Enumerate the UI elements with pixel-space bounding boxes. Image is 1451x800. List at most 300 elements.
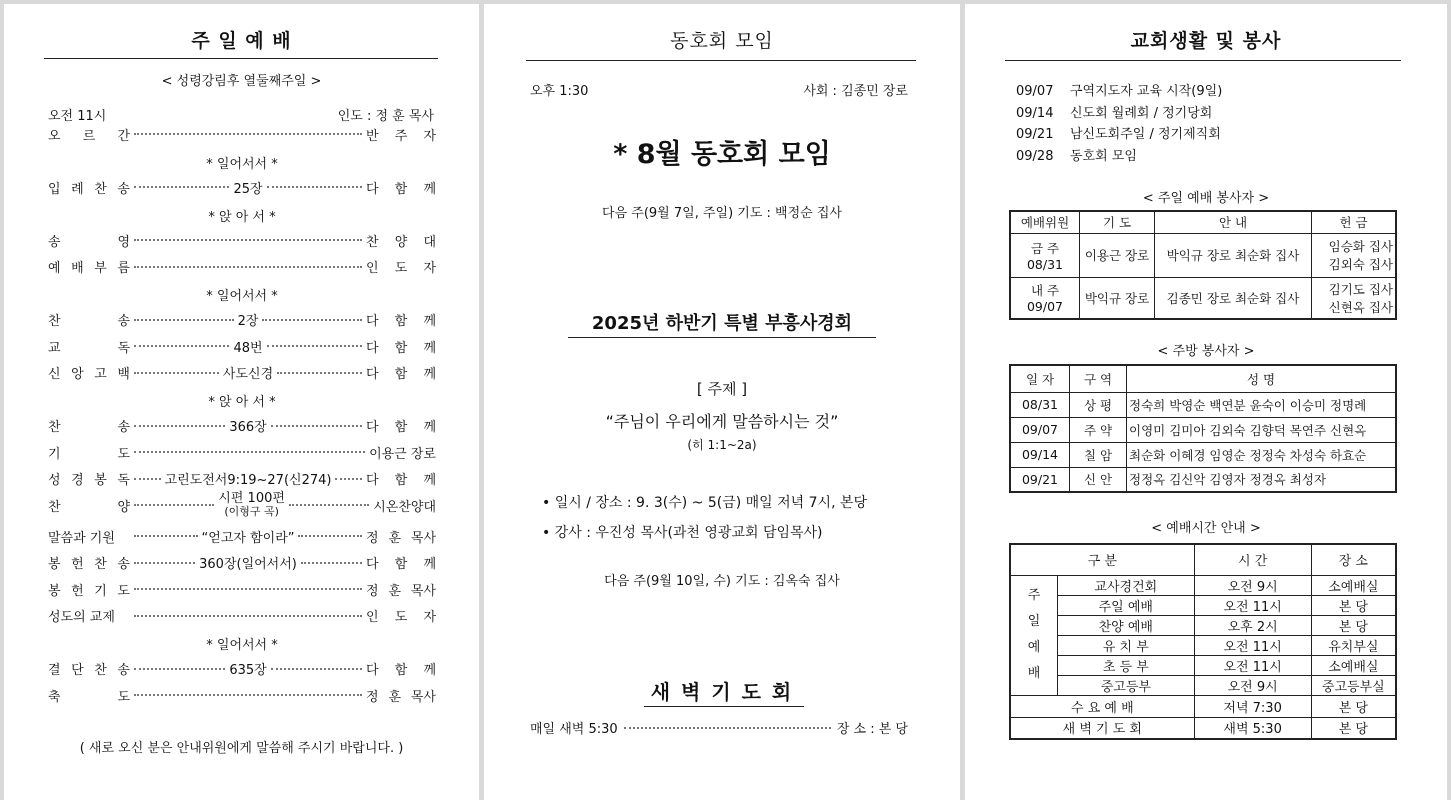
label-char: 축 [48, 689, 61, 705]
order-item-person [366, 686, 436, 705]
header-cell: 장 소 [1311, 544, 1396, 575]
service-leader: 인도 : 정 훈 목사 [337, 109, 434, 124]
person-part: 다 [366, 663, 379, 678]
group-char: 배 [1027, 666, 1041, 681]
person-part: 다 [366, 557, 379, 572]
label-char: 양 [117, 499, 130, 515]
section-instruction: * 앉 아 서 * [208, 209, 276, 225]
order-item-detail: 고린도전서9:19~27(신274) [164, 473, 332, 488]
leader-dots [301, 562, 362, 564]
cell: 08/31 [1010, 392, 1070, 417]
leader-dots [134, 668, 225, 670]
dawn-place: 장 소 : 본 당 [836, 722, 908, 737]
label-char: 찬 [48, 499, 61, 515]
cell: 소예배실 [1311, 655, 1396, 675]
order-item-label [48, 527, 130, 546]
table-header [1010, 211, 1396, 233]
event-date: 09/21 [1016, 127, 1054, 142]
label-char: 예 [48, 261, 61, 276]
label-char: 르 [82, 128, 96, 144]
order-item-person [366, 606, 436, 625]
leader-dots [134, 186, 229, 188]
order-item [48, 578, 436, 600]
person-part: 께 [423, 367, 437, 382]
cell: 주일 예배 [1058, 595, 1195, 615]
label-char: 입 [48, 181, 61, 197]
cell: 새 벽 기 도 회 [1010, 717, 1194, 739]
label-char: 도 [117, 583, 130, 599]
order-item-detail: 366장 [229, 420, 267, 435]
label-char: 송 [117, 181, 130, 197]
label-char: 찬 [94, 181, 107, 197]
order-item [48, 605, 436, 627]
label-char: 성 [48, 473, 61, 488]
panel-title: 교회생활 및 봉사 [1130, 30, 1282, 52]
leader-dots [267, 186, 362, 188]
person-part: 께 [423, 340, 437, 356]
order-item-label [48, 496, 130, 515]
order-item-person [366, 310, 436, 329]
cell: 새벽 5:30 [1194, 717, 1311, 739]
leader-dots [134, 319, 234, 321]
table-row [1010, 442, 1396, 467]
label-char: 송 [117, 420, 130, 435]
section-instruction: * 앉 아 서 * [208, 395, 276, 410]
order-item-label [48, 553, 130, 572]
label-char: 송 [117, 557, 130, 572]
person-part: 훈 [388, 583, 401, 599]
order-item-detail: 25장 [233, 181, 263, 197]
group-char: 일 [1027, 614, 1041, 629]
event-item [1016, 102, 1212, 121]
leader-dots [134, 425, 225, 427]
label-char: 배 [71, 261, 84, 276]
person-part: 께 [423, 181, 437, 197]
order-item-person [366, 659, 436, 678]
panel-title: 주 일 예 배 [191, 30, 292, 52]
label-char: 오 [48, 128, 61, 144]
person-part: 정 [366, 530, 379, 546]
order-item-detail: 2장 [237, 314, 259, 329]
title-rule [526, 60, 916, 61]
order-item [48, 229, 436, 251]
order-item-detail: “얻고자 함이라” [201, 530, 295, 546]
event-text: 신도회 월례회 / 정기당회 [1070, 105, 1213, 121]
order-item-detail: 360장(일어서서) [199, 557, 297, 572]
label-char: 례 [71, 181, 84, 197]
cell: 오전 9시 [1194, 575, 1311, 595]
table-row [1010, 233, 1396, 277]
order-item [48, 415, 436, 437]
label-char: 영 [117, 234, 130, 250]
service-time: 오전 11시 [48, 109, 107, 124]
label-char: 백 [117, 367, 130, 382]
cell: 09/21 [1010, 467, 1070, 492]
meeting-headline: * 8월 동호회 모임 [613, 139, 831, 170]
person-part: 함 [394, 420, 408, 435]
leader-dots [271, 425, 362, 427]
leader-dots [134, 372, 219, 374]
cell: 박익규 장로 [1080, 277, 1155, 319]
title-rule [44, 58, 438, 59]
order-item [48, 362, 436, 384]
label-char: 부 [94, 261, 107, 276]
cell: 오전 11시 [1194, 595, 1311, 615]
person-part: 양 [394, 234, 408, 250]
cell: 교사경건회 [1058, 575, 1195, 595]
order-item [48, 468, 436, 490]
person-part: 께 [423, 420, 436, 435]
label-char: 름 [117, 261, 130, 276]
header-cell: 예배위원 [1010, 211, 1080, 233]
leader-dots [267, 345, 362, 347]
order-item-person [366, 125, 436, 144]
order-item [48, 525, 436, 547]
order-item-detail: 48번 [233, 340, 263, 356]
dawn-prayer-row [530, 718, 908, 737]
person-part: 함 [394, 663, 408, 678]
cell: 칠 암 [1070, 442, 1127, 467]
cell: 소예배실 [1311, 575, 1396, 595]
event-text: 구역지도자 교육 시작(9일) [1070, 84, 1223, 99]
label-char: 단 [71, 663, 84, 678]
event-text: 동호회 모임 [1070, 148, 1137, 164]
order-item [48, 309, 436, 331]
order-item [48, 123, 436, 145]
revival-speaker: • 강사 : 우진성 목사(과천 영광교회 담임목사) [542, 525, 823, 541]
person-part: 자 [423, 261, 436, 276]
person-part: 자 [423, 610, 436, 625]
leader-dots [134, 266, 362, 268]
cell: 수 요 예 배 [1010, 695, 1194, 717]
table-row [1010, 635, 1396, 655]
service-times-table [1009, 543, 1397, 740]
order-item-person [366, 178, 436, 197]
servers-title: < 주일 예배 봉사자 > [1142, 191, 1270, 206]
cell: 최순화 이혜경 임영순 정정숙 차성숙 하효순 [1127, 442, 1397, 467]
order-item-label [48, 337, 130, 356]
cell: 오전 9시 [1194, 675, 1311, 695]
label-char: 찬 [48, 420, 61, 435]
cell: 본 당 [1311, 595, 1396, 615]
section-instruction: * 일어서서 * [206, 638, 278, 653]
order-item-person [366, 580, 436, 599]
table-row [1010, 417, 1396, 442]
header-cell: 안 내 [1155, 211, 1312, 233]
label-char: 교 [48, 340, 61, 356]
order-item-person [366, 257, 436, 276]
label-char: 고 [94, 367, 107, 382]
leader-dots [262, 319, 362, 321]
order-item-label [48, 580, 130, 599]
cell: 유치부실 [1311, 635, 1396, 655]
next-prayer: 다음 주(9월 7일, 주일) 기도 : 백정순 집사 [602, 206, 842, 221]
person-part: 함 [394, 473, 408, 488]
leader-dots [289, 504, 369, 506]
meeting-time: 오후 1:30 [530, 84, 589, 99]
detail-line: 시편 100편 [218, 491, 285, 506]
cell: 주 약 [1070, 417, 1127, 442]
label-char: 찬 [94, 557, 107, 572]
order-item-label [48, 659, 130, 678]
cell: 본 당 [1311, 717, 1396, 739]
label-char: 성도의 교제 [48, 610, 115, 625]
table-row [1010, 277, 1396, 319]
church-life-panel [965, 4, 1447, 800]
leader-dots [298, 535, 362, 537]
cell: 09/07 [1010, 417, 1070, 442]
cell: 정정옥 김신악 김영자 정경옥 최성자 [1127, 467, 1397, 492]
cell: 중고등부 [1058, 675, 1195, 695]
cell: 금 주 08/31 [1010, 233, 1080, 277]
person-part: 훈 [388, 530, 402, 546]
order-item-detail: 635장 [229, 663, 267, 678]
person-part: 께 [423, 557, 436, 572]
leader-dots [134, 535, 198, 537]
detail-note: (이형구 곡) [224, 505, 279, 518]
order-item-label [48, 125, 130, 144]
person-part: 다 [366, 473, 379, 488]
order-item [48, 490, 436, 520]
label-char: 기 [94, 583, 107, 599]
cell: 찬양 예배 [1058, 615, 1195, 635]
leader-dots [134, 345, 229, 347]
cell: 상 평 [1070, 392, 1127, 417]
person-part: 다 [366, 367, 379, 382]
label-char: 간 [117, 128, 130, 144]
order-item-person [366, 337, 436, 356]
person-part: 훈 [388, 689, 401, 705]
cell: 오전 11시 [1194, 635, 1311, 655]
group-cell [1010, 575, 1058, 695]
revival-schedule: • 일시 / 장소 : 9. 3(수) ~ 5(금) 매일 저녁 7시, 본당 [542, 495, 868, 511]
header-cell: 성 명 [1127, 365, 1397, 392]
event-date: 09/14 [1016, 105, 1054, 121]
subtitle: < 성령강림후 열둘째주일 > [161, 74, 322, 89]
cell: 유 치 부 [1058, 635, 1195, 655]
person-part: 께 [423, 473, 436, 488]
group-char: 예 [1027, 640, 1041, 655]
leader-dots [134, 451, 365, 453]
person-part: 목사 [410, 583, 436, 599]
leader-dots [277, 372, 362, 374]
order-item-person [366, 416, 436, 435]
header-cell: 구 분 [1010, 544, 1194, 575]
cell: 09/14 [1010, 442, 1070, 467]
order-item-label [48, 310, 130, 329]
theme-reference: (히 1:1~2a) [687, 438, 757, 452]
person-part: 다 [366, 340, 379, 356]
event-text: 남신도회주일 / 정기제직회 [1070, 127, 1221, 142]
leader-dots [134, 562, 195, 564]
leader-dots [335, 478, 362, 480]
person-part: 도 [394, 261, 408, 276]
table-row [1010, 655, 1396, 675]
panel-title: 동호회 모임 [670, 30, 774, 52]
footer-note: ( 새로 오신 분은 안내위원에게 말씀해 주시기 바랍니다. ) [79, 741, 404, 756]
section-instruction: * 일어서서 * [206, 289, 278, 304]
leader-dots [271, 668, 362, 670]
order-item-person [366, 553, 436, 572]
person-part: 정 [366, 689, 379, 705]
table-row [1010, 575, 1396, 595]
cell: 이용근 장로 [1080, 233, 1155, 277]
cell: 김종민 장로 최순화 집사 [1155, 277, 1312, 319]
order-item-label [48, 469, 130, 488]
order-item-label [48, 178, 130, 197]
cell: 이영미 김미아 김외숙 김향덕 목연주 신현옥 [1127, 417, 1397, 442]
worship-order-panel [4, 4, 479, 800]
label-char: 경 [71, 473, 84, 488]
person-part: 찬 [366, 234, 379, 250]
label-char: 봉 [48, 583, 61, 599]
leader-dots [134, 239, 362, 241]
table-row [1010, 615, 1396, 635]
label-char: 도 [117, 446, 130, 462]
person-part: 다 [366, 314, 379, 329]
order-item-label [48, 363, 130, 382]
event-item [1016, 145, 1137, 164]
order-item [48, 335, 436, 357]
person-part: 함 [394, 557, 408, 572]
person-part: 이용근 장로 [369, 446, 436, 462]
person-part: 자 [423, 128, 436, 144]
person-part: 도 [394, 610, 408, 625]
leader-dots [134, 615, 362, 617]
servers-table [1009, 210, 1397, 320]
label-char: 기 [48, 446, 61, 462]
label-char: 헌 [71, 583, 84, 599]
label-char: 독 [117, 340, 130, 356]
label-char: 봉 [48, 557, 61, 572]
cell: 본 당 [1311, 615, 1396, 635]
person-part: 함 [394, 314, 408, 329]
order-item-person [369, 443, 436, 462]
person-part: 목사 [410, 530, 437, 546]
person-part: 인 [366, 261, 379, 276]
group-char: 주 [1027, 588, 1041, 603]
table-row [1010, 695, 1396, 717]
times-title: < 예배시간 안내 > [1151, 521, 1261, 536]
revival-title: 2025년 하반기 특별 부흥사경회 [591, 313, 853, 334]
person-part: 시온찬양대 [373, 499, 437, 515]
cell: 김기도 집사 신현옥 집사 [1312, 277, 1397, 319]
cell: 초 등 부 [1058, 655, 1195, 675]
header-cell: 일 자 [1010, 365, 1070, 392]
table-row [1010, 392, 1396, 417]
order-item-person [366, 363, 436, 382]
person-part: 다 [366, 420, 379, 435]
label-char: 찬 [94, 663, 107, 678]
label-char: 찬 [48, 314, 61, 329]
next-prayer: 다음 주(9월 10일, 수) 기도 : 김옥숙 집사 [604, 574, 840, 589]
table-row [1010, 467, 1396, 492]
order-item-detail [218, 492, 285, 518]
kitchen-table [1009, 364, 1397, 493]
table-header [1010, 544, 1396, 575]
order-item-person [366, 527, 436, 546]
title-rule [1005, 60, 1401, 61]
label-char: 봉 [94, 473, 107, 488]
label-char: 송 [48, 234, 61, 250]
cell: 정숙희 박영순 백연분 윤숙이 이승미 정명례 [1127, 392, 1397, 417]
cell: 내 주 09/07 [1010, 277, 1080, 319]
person-part: 함 [394, 367, 408, 382]
header-cell: 헌 금 [1312, 211, 1397, 233]
event-date: 09/28 [1016, 148, 1054, 164]
person-part: 다 [366, 181, 379, 197]
header-cell: 기 도 [1080, 211, 1155, 233]
table-row [1010, 717, 1396, 739]
theme-label: [ 주제 ] [696, 380, 748, 398]
leader-dots [134, 133, 362, 135]
meeting-host: 사회 : 김종민 장로 [803, 84, 908, 99]
order-item [48, 176, 436, 198]
kitchen-title: < 주방 봉사자 > [1157, 344, 1255, 359]
label-char: 결 [48, 663, 61, 678]
section-instruction: * 일어서서 * [206, 156, 278, 172]
table-header [1010, 365, 1396, 392]
leader-dots [134, 504, 214, 506]
header-cell: 구 역 [1070, 365, 1127, 392]
order-item-label [48, 686, 130, 705]
label-char: 도 [117, 689, 130, 705]
order-item-person [366, 469, 436, 488]
dawn-time: 매일 새벽 5:30 [530, 722, 618, 737]
order-item-label [48, 231, 130, 250]
person-part: 대 [423, 234, 436, 250]
cell: 신 안 [1070, 467, 1127, 492]
club-meeting-panel [484, 4, 960, 800]
cell: 중고등부실 [1311, 675, 1396, 695]
cell: 저녁 7:30 [1194, 695, 1311, 717]
person-part: 께 [423, 663, 436, 678]
label-char: 독 [117, 473, 130, 488]
label-char: 헌 [71, 557, 84, 572]
person-part: 목사 [410, 689, 436, 705]
cell: 임승화 집사 김외숙 집사 [1312, 233, 1397, 277]
leader-dots [134, 588, 362, 590]
dawn-rule [644, 706, 804, 707]
person-part: 인 [366, 610, 379, 625]
label-char: 신 [48, 367, 61, 382]
leader-dots [624, 727, 831, 729]
cell: 오후 2시 [1194, 615, 1311, 635]
person-part: 정 [366, 583, 379, 599]
order-item [48, 658, 436, 680]
event-date: 09/07 [1016, 84, 1054, 99]
order-item-detail: 사도신경 [222, 367, 274, 382]
person-part: 께 [423, 314, 436, 329]
person-part: 함 [394, 181, 408, 197]
cell: 박익규 장로 최순화 집사 [1155, 233, 1312, 277]
order-item [48, 256, 436, 278]
leader-dots [134, 694, 362, 696]
cell: 본 당 [1311, 695, 1396, 717]
label-char: 앙 [71, 367, 84, 382]
person-part: 반 [366, 128, 379, 144]
event-item [1016, 123, 1221, 142]
order-item [48, 684, 436, 706]
order-item-label [48, 606, 130, 625]
event-item [1016, 80, 1222, 99]
leader-dots [134, 478, 161, 480]
order-item [48, 441, 436, 463]
label-char: 말씀과 기원 [48, 530, 115, 546]
label-char: 송 [117, 663, 130, 678]
dawn-prayer-title: 새 벽 기 도 회 [650, 680, 794, 704]
table-row [1010, 595, 1396, 615]
